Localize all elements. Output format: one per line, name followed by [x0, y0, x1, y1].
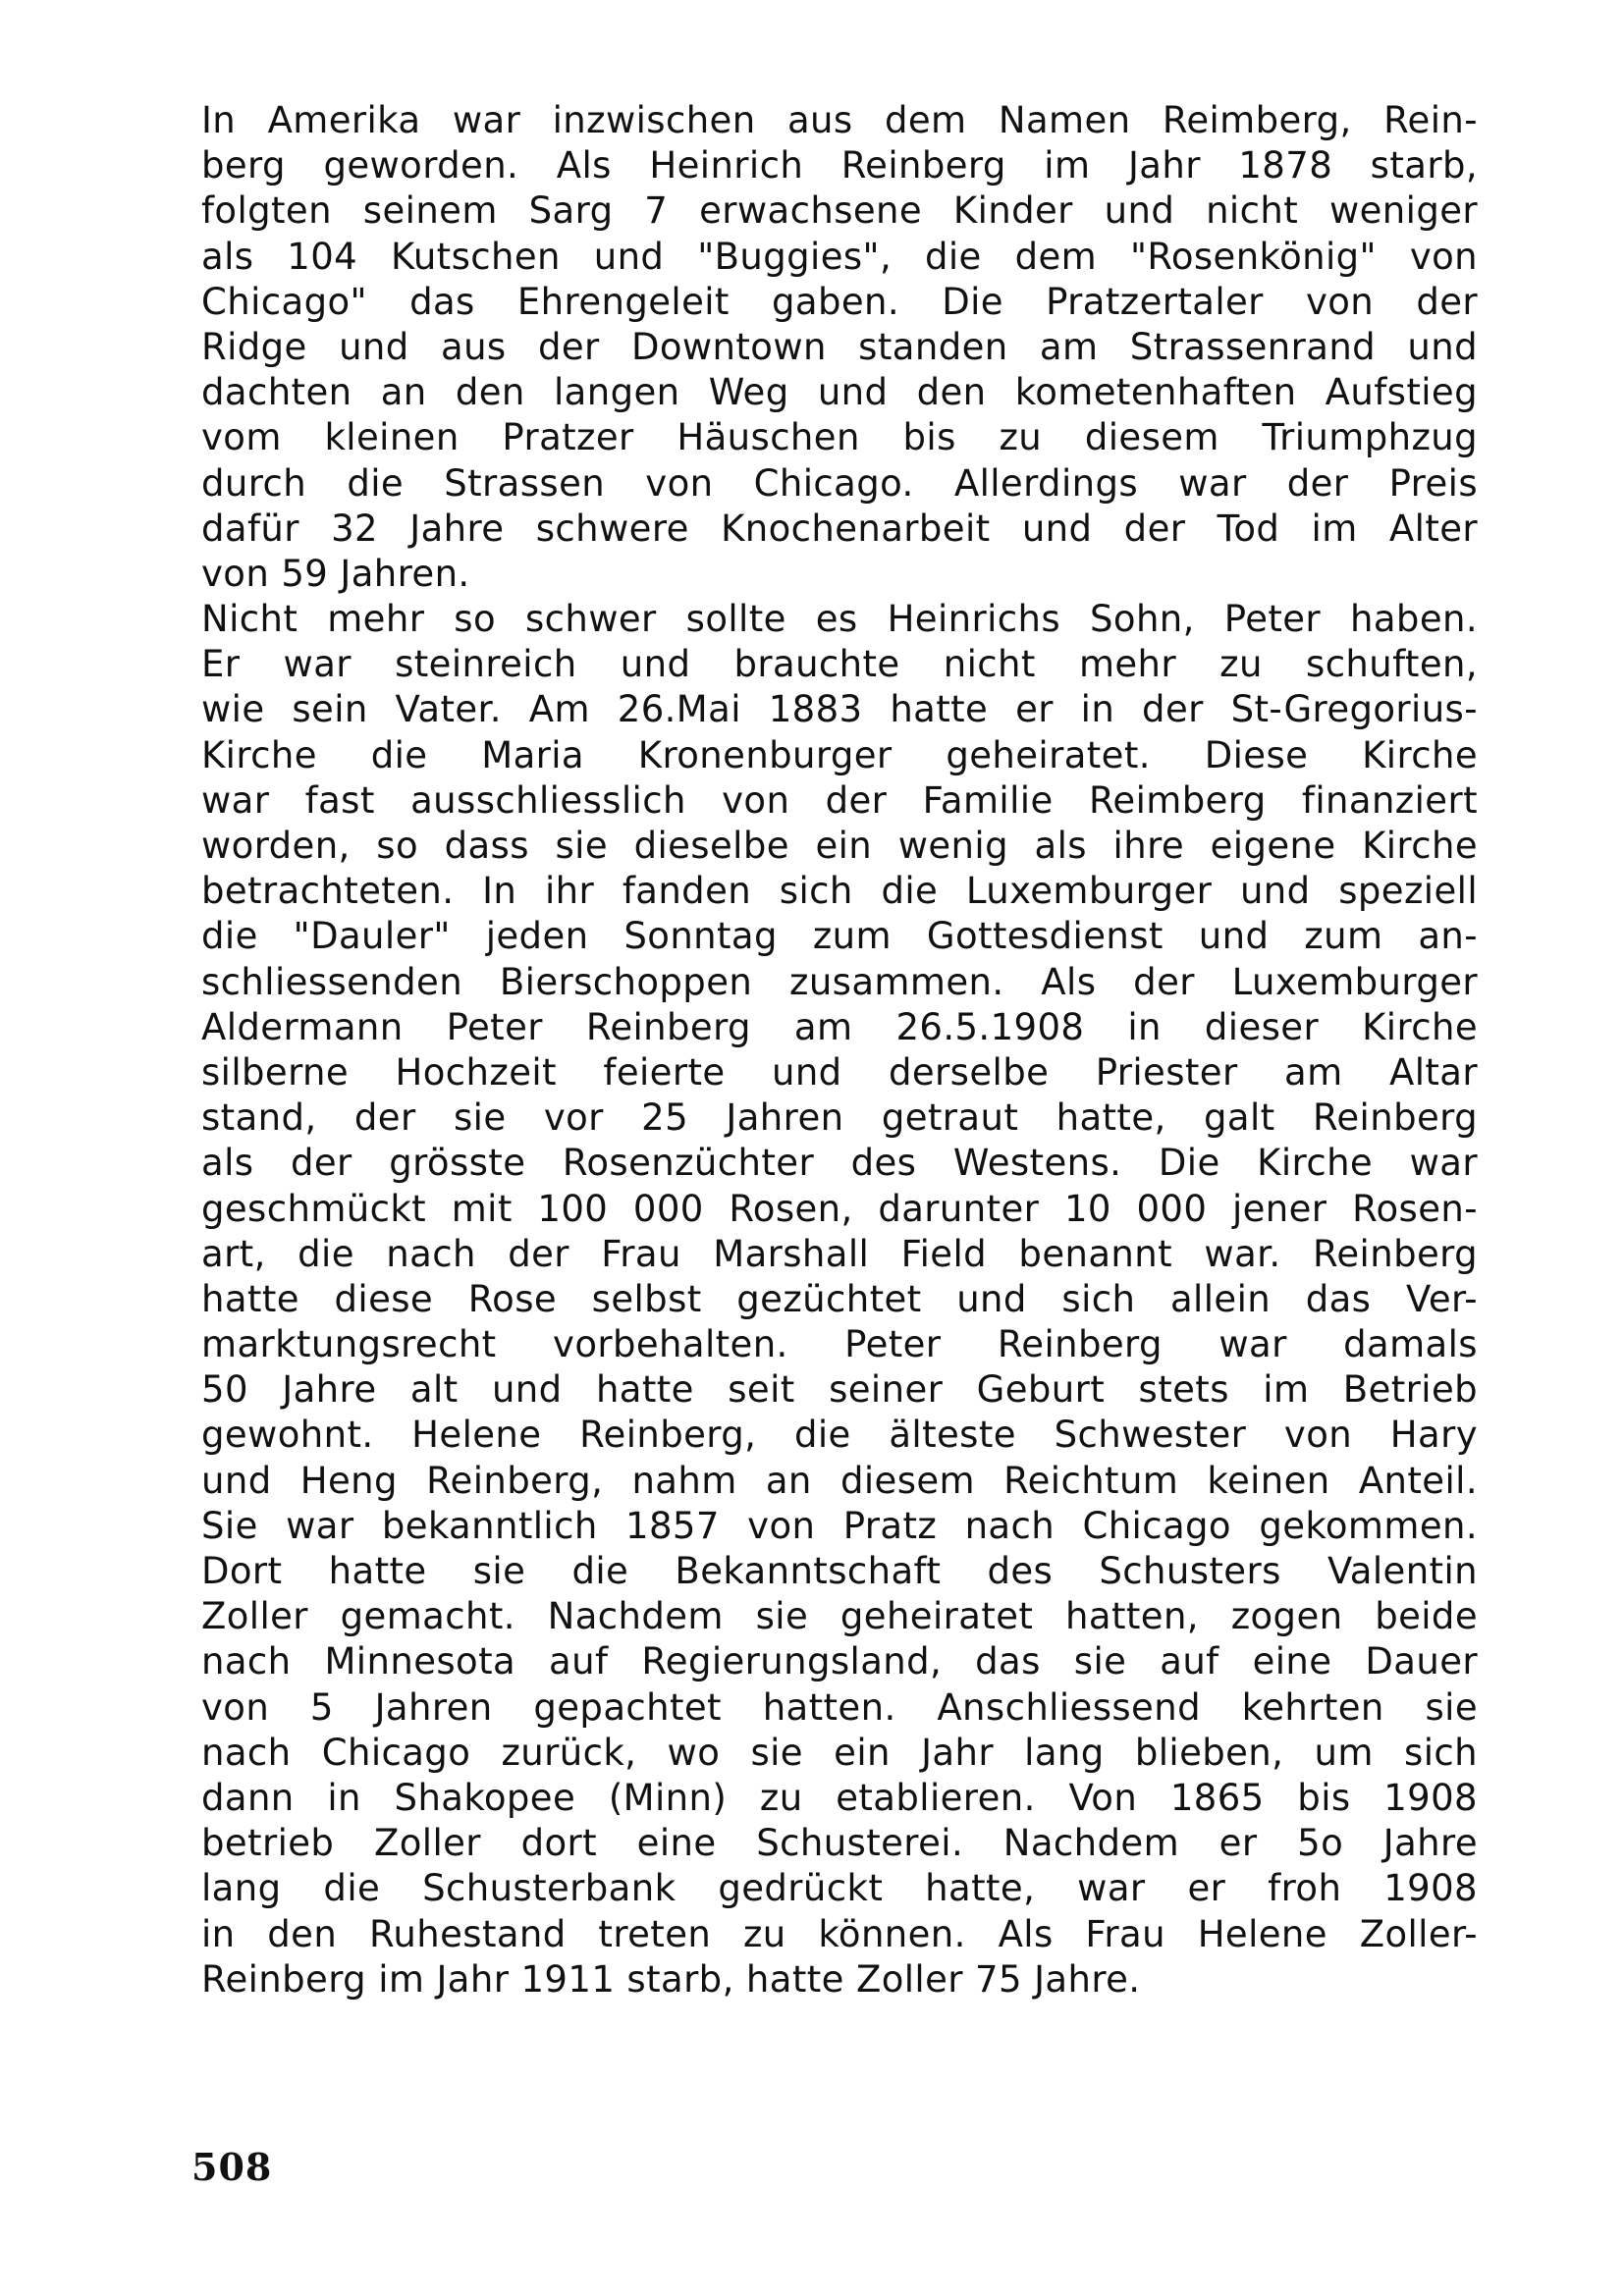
- text-line: marktungsrecht vorbehalten. Peter Reinberg war damals: [201, 1323, 1478, 1366]
- text-line: Aldermann Peter Reinberg am 26.5.1908 in dieser Kirche: [201, 1005, 1478, 1048]
- text-line: Nicht mehr so schwer sollte es Heinrichs Sohn, Peter haben.: [201, 598, 1478, 641]
- text-line: silberne Hochzeit feierte und derselbe Priester am Altar: [201, 1050, 1478, 1094]
- text-line: wie sein Vater. Am 26.Mai 1883 hatte er in der St-Gregorius-: [201, 688, 1478, 731]
- text-line: dann in Shakopee (Minn) zu etablieren. Von 1865 bis 1908: [201, 1776, 1478, 1819]
- text-line: war fast ausschliesslich von der Familie Reimberg finanziert: [201, 778, 1478, 822]
- body-text: [201, 98, 1478, 2002]
- text-line: Chicago" das Ehrengeleit gaben. Die Pratzertaler von der: [201, 280, 1478, 323]
- text-line: In Amerika war inzwischen aus dem Namen Reimberg, Rein-: [201, 99, 1478, 141]
- text-line: Sie war bekanntlich 1857 von Pratz nach Chicago gekommen.: [201, 1504, 1478, 1547]
- page-number: 508: [191, 2145, 273, 2189]
- text-line: dafür 32 Jahre schwere Knochenarbeit und der Tod im Alter: [201, 507, 1478, 550]
- text-line: art, die nach der Frau Marshall Field benannt war. Reinberg: [201, 1232, 1478, 1275]
- text-line: schliessenden Bierschoppen zusammen. Als der Luxemburger: [201, 960, 1478, 1003]
- text-line: Ridge und aus der Downtown standen am Strassenrand und: [201, 325, 1478, 368]
- text-line: 50 Jahre alt und hatte seit seiner Geburt stets im Betrieb: [201, 1368, 1478, 1412]
- text-line: betrieb Zoller dort eine Schusterei. Nachdem er 5o Jahre: [201, 1822, 1478, 1865]
- text-line: nach Minnesota auf Regierungsland, das sie auf eine Dauer: [201, 1640, 1478, 1683]
- text-line: betrachteten. In ihr fanden sich die Luxemburger und speziell: [201, 870, 1478, 913]
- text-line: Kirche die Maria Kronenburger geheiratet. Diese Kirche: [201, 733, 1478, 776]
- text-line: durch die Strassen von Chicago. Allerdings war der Preis: [201, 461, 1478, 505]
- paragraph: [201, 597, 1478, 2002]
- text-line: Zoller gemacht. Nachdem sie geheiratet hatten, zogen beide: [201, 1595, 1478, 1638]
- text-line: nach Chicago zurück, wo sie ein Jahr lang blieben, um sich: [201, 1731, 1478, 1774]
- text-line: als der grösste Rosenzüchter des Westens. Die Kirche war: [201, 1142, 1478, 1185]
- text-line: berg geworden. Als Heinrich Reinberg im Jahr 1878 starb,: [201, 144, 1478, 187]
- text-line: Dort hatte sie die Bekanntschaft des Schusters Valentin: [201, 1550, 1478, 1592]
- text-line: und Heng Reinberg, nahm an diesem Reichtum keinen Anteil.: [201, 1459, 1478, 1502]
- text-line: folgten seinem Sarg 7 erwachsene Kinder und nicht weniger: [201, 189, 1478, 233]
- text-line: geschmückt mit 100 000 Rosen, darunter 10 000 jener Rosen-: [201, 1187, 1478, 1230]
- text-line: hatte diese Rose selbst gezüchtet und sich allein das Ver-: [201, 1277, 1478, 1320]
- text-line: dachten an den langen Weg und den kometenhaften Aufstieg: [201, 371, 1478, 414]
- text-line: lang die Schusterbank gedrückt hatte, war er froh 1908: [201, 1867, 1478, 1910]
- text-line: als 104 Kutschen und "Buggies", die dem "Rosenkönig" von: [201, 235, 1478, 278]
- text-line: stand, der sie vor 25 Jahren getraut hatte, galt Reinberg: [201, 1096, 1478, 1140]
- paragraph: [201, 98, 1478, 597]
- text-line: Er war steinreich und brauchte nicht mehr zu schuften,: [201, 643, 1478, 686]
- text-line: vom kleinen Pratzer Häuschen bis zu diesem Triumphzug: [201, 416, 1478, 459]
- text-line: gewohnt. Helene Reinberg, die älteste Schwester von Hary: [201, 1414, 1478, 1457]
- text-line: Reinberg im Jahr 1911 starb, hatte Zoller 75 Jahre.: [201, 1957, 1141, 2001]
- text-line: worden, so dass sie dieselbe ein wenig als ihre eigene Kirche: [201, 825, 1478, 867]
- text-line: von 59 Jahren.: [201, 552, 470, 595]
- text-line: von 5 Jahren gepachtet hatten. Anschliessend kehrten sie: [201, 1685, 1478, 1729]
- text-line: in den Ruhestand treten zu können. Als Frau Helene Zoller-: [201, 1912, 1478, 1955]
- text-line: die "Dauler" jeden Sonntag zum Gottesdienst und zum an-: [201, 915, 1478, 958]
